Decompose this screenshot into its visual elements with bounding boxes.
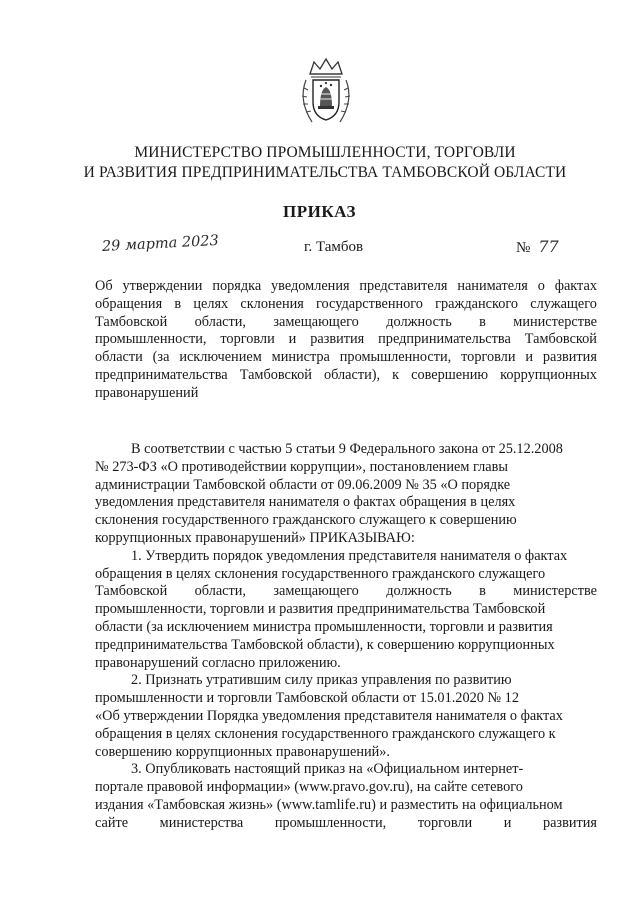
preamble-line: администрации Тамбовской области от 09.06.2009 № 35 «О порядке <box>95 476 511 493</box>
document-subject <box>95 278 597 403</box>
subject-line: области (за исключением министра промышленности, торговли и развития <box>95 349 597 366</box>
item-3-line: издания «Тамбовская жизнь» (www.tamlife.ru) и разместить на официальном <box>95 796 563 813</box>
subject-line: Об утверждении порядка уведомления представителя нанимателя о фактах <box>95 278 597 294</box>
preamble-line: уведомления представителя нанимателя о фактах обращения в целях <box>95 494 516 511</box>
ministry-name <box>60 143 590 183</box>
city-label: г. Тамбов <box>304 239 364 255</box>
tambov-coat-of-arms-icon <box>296 56 356 128</box>
handwritten-number: 77 <box>538 237 559 256</box>
preamble-line: № 273-ФЗ «О противодействии коррупции», постановлением главы <box>95 458 508 475</box>
subject-line: промышленности, торговли и развития предпринимательства Тамбовской <box>95 331 597 348</box>
item-1-line: обращения в целях склонения государственного гражданского служащего <box>95 565 546 582</box>
preamble-line: В соответствии с частью 5 статьи 9 Федерального закона от 25.12.2008 <box>131 441 563 457</box>
coat-of-arms-emblem <box>296 56 356 128</box>
preamble-line: склонения государственного гражданского служащего к совершению <box>95 512 517 529</box>
document-type-title: ПРИКАЗ <box>283 202 356 221</box>
subject-line: предпринимательства Тамбовской области), к совершению коррупционных <box>95 366 597 383</box>
subject-line: Тамбовской области, замещающего должность в министерстве <box>95 313 597 330</box>
document-body <box>95 441 597 833</box>
number-sign: № <box>516 240 531 256</box>
item-1-line: правонарушений согласно приложению. <box>95 654 341 671</box>
item-2-line: «Об утверждении Порядка уведомления представителя нанимателя о фактах <box>95 707 563 724</box>
ministry-name-line-2: И РАЗВИТИЯ ПРЕДПРИНИМАТЕЛЬСТВА ТАМБОВСКОЙ ОБЛАСТИ <box>83 164 567 181</box>
subject-line: обращения в целях склонения государственного гражданского служащего <box>95 295 597 312</box>
handwritten-date: 29 марта 2023 <box>101 232 220 255</box>
item-1-line: 1. Утвердить порядок уведомления представителя нанимателя о фактах <box>131 547 568 564</box>
preamble-line: коррупционных правонарушений» ПРИКАЗЫВАЮ: <box>95 529 415 546</box>
order-number <box>516 237 559 257</box>
item-3-line: сайте министерства промышленности, торговли и развития <box>95 814 597 831</box>
item-1-line: Тамбовской области, замещающего должность в министерстве <box>95 583 597 600</box>
item-2-line: 2. Признать утратившим силу приказ управления по развитию <box>131 672 512 689</box>
item-3-line: портале правовой информации» (www.pravo.gov.ru), на сайте сетевого <box>95 779 523 796</box>
item-3-line: 3. Опубликовать настоящий приказ на «Официальном интернет- <box>131 761 524 778</box>
item-1-line: области (за исключением министра промышленности, торговли и развития <box>95 618 553 635</box>
item-2-line: совершению коррупционных правонарушений». <box>95 743 391 760</box>
item-2-line: промышленности и торговли Тамбовской области от 15.01.2020 № 12 <box>95 690 519 707</box>
ministry-name-line-1: МИНИСТЕРСТВО ПРОМЫШЛЕННОСТИ, ТОРГОВЛИ <box>134 144 516 161</box>
item-1-line: предпринимательства Тамбовской области), к совершению коррупционных <box>95 636 555 653</box>
item-1-line: промышленности, торговли и развития предпринимательства Тамбовской <box>95 601 546 618</box>
item-2-line: обращения в целях склонения государственного гражданского служащего к <box>95 725 556 742</box>
subject-line: правонарушений <box>95 384 199 401</box>
